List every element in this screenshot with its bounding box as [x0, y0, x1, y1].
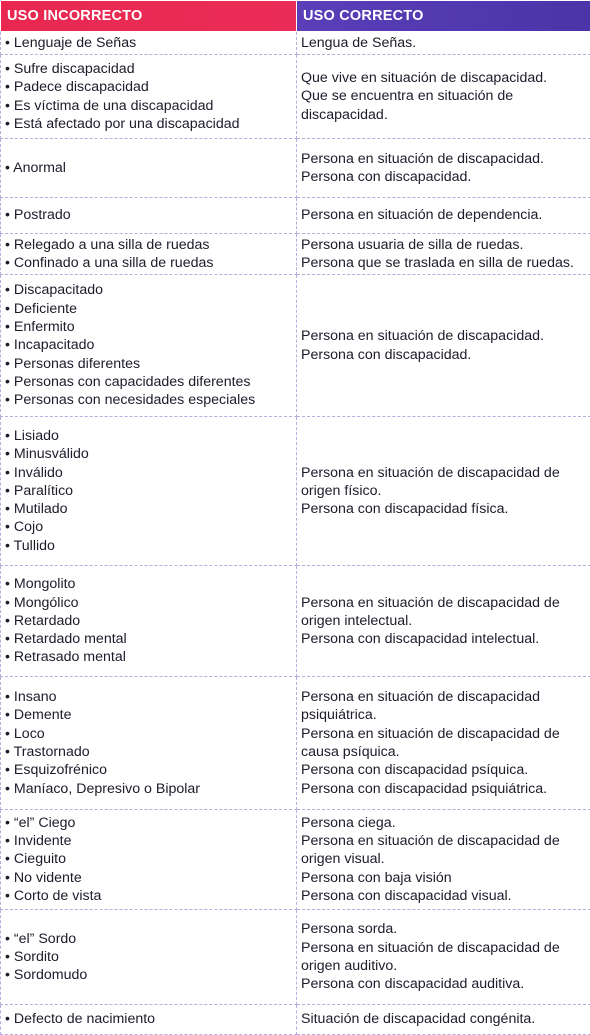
incorrect-term: • “el” Sordo [5, 930, 292, 948]
incorrect-use-cell [1, 417, 297, 566]
correct-term: discapacidad. [301, 106, 586, 124]
correct-term: Lengua de Señas. [301, 34, 586, 52]
correct-use-cell [297, 198, 590, 234]
correct-term: Persona en situación de discapacidad de [301, 594, 586, 612]
incorrect-term: • Mongólico [5, 594, 292, 612]
table-row [1, 417, 590, 566]
correct-use-cell [297, 275, 590, 417]
incorrect-term: • Sordomudo [5, 966, 292, 984]
table-row [1, 275, 590, 417]
correct-term: Persona en situación de discapacidad de [301, 832, 586, 850]
incorrect-term: • Sordito [5, 948, 292, 966]
incorrect-use-cell [1, 810, 297, 910]
incorrect-term: • Maníaco, Depresivo o Bipolar [5, 780, 292, 798]
table-row [1, 910, 590, 1005]
incorrect-term: • Retardado mental [5, 630, 292, 648]
table-row [1, 1005, 590, 1035]
incorrect-term: • Cieguito [5, 850, 292, 868]
incorrect-term: • Retrasado mental [5, 648, 292, 666]
incorrect-term: • “el” Ciego [5, 814, 292, 832]
incorrect-use-cell [1, 910, 297, 1005]
correct-use-cell [297, 1005, 590, 1035]
correct-term: Persona en situación de discapacidad [301, 688, 586, 706]
incorrect-term: • Retardado [5, 612, 292, 630]
incorrect-term: • Esquizofrénico [5, 761, 292, 779]
correct-term: Persona usuaria de silla de ruedas. [301, 236, 586, 254]
incorrect-term: • Incapacitado [5, 336, 292, 354]
table-row [1, 234, 590, 275]
correct-term: Persona sorda. [301, 920, 586, 938]
incorrect-term: • Sufre discapacidad [5, 60, 292, 78]
incorrect-use-cell [1, 198, 297, 234]
table-row [1, 139, 590, 198]
incorrect-term: • Inválido [5, 464, 292, 482]
correct-term: Persona con discapacidad intelectual. [301, 630, 586, 648]
incorrect-term: • Postrado [5, 206, 292, 224]
correct-term: Persona en situación de discapacidad de [301, 939, 586, 957]
incorrect-term: • Tullido [5, 537, 292, 555]
table-row [1, 566, 590, 677]
correct-term: origen físico. [301, 482, 586, 500]
correct-term: Persona con discapacidad. [301, 168, 586, 186]
header-incorrect-use: USO INCORRECTO [1, 1, 297, 32]
correct-term: origen visual. [301, 850, 586, 868]
correct-term: Persona con discapacidad auditiva. [301, 975, 586, 993]
incorrect-term: • Minusválido [5, 445, 292, 463]
incorrect-use-cell [1, 275, 297, 417]
incorrect-term: • Defecto de nacimiento [5, 1010, 292, 1028]
incorrect-term: • Personas diferentes [5, 355, 292, 373]
correct-term: Persona ciega. [301, 814, 586, 832]
table-row [1, 677, 590, 810]
correct-use-cell [297, 677, 590, 810]
correct-use-cell [297, 234, 590, 275]
incorrect-term: • Es víctima de una discapacidad [5, 97, 292, 115]
correct-term: Persona en situación de discapacidad. [301, 150, 586, 168]
correct-term: Persona en situación de discapacidad de [301, 464, 586, 482]
correct-term: Situación de discapacidad congénita. [301, 1010, 586, 1028]
table-body [1, 32, 590, 1035]
incorrect-term: • Discapacitado [5, 281, 292, 299]
incorrect-term: • Mongolito [5, 575, 292, 593]
incorrect-term: • Anormal [5, 159, 292, 177]
correct-use-cell [297, 417, 590, 566]
incorrect-use-cell [1, 32, 297, 55]
correct-term: Persona en situación de dependencia. [301, 206, 586, 224]
correct-term: Que se encuentra en situación de [301, 87, 586, 105]
correct-use-cell [297, 55, 590, 139]
correct-term: origen intelectual. [301, 612, 586, 630]
incorrect-term: • Padece discapacidad [5, 78, 292, 96]
incorrect-term: • Insano [5, 688, 292, 706]
correct-term: Persona con discapacidad física. [301, 500, 586, 518]
incorrect-term: • Relegado a una silla de ruedas [5, 236, 292, 254]
incorrect-term: • Corto de vista [5, 887, 292, 905]
table-row [1, 55, 590, 139]
correct-term: psiquiátrica. [301, 706, 586, 724]
correct-use-cell [297, 139, 590, 198]
correct-term: Persona con discapacidad. [301, 346, 586, 364]
incorrect-term: • Mutilado [5, 500, 292, 518]
correct-use-cell [297, 810, 590, 910]
incorrect-use-cell [1, 566, 297, 677]
correct-term: Persona con discapacidad visual. [301, 887, 586, 905]
incorrect-term: • Personas con necesidades especiales [5, 391, 292, 409]
incorrect-term: • Loco [5, 725, 292, 743]
incorrect-use-cell [1, 1005, 297, 1035]
incorrect-term: • Lenguaje de Señas [5, 34, 292, 52]
incorrect-term: • Confinado a una silla de ruedas [5, 254, 292, 272]
correct-term: Persona con baja visión [301, 869, 586, 887]
incorrect-term: • Lisiado [5, 427, 292, 445]
correct-use-cell [297, 566, 590, 677]
incorrect-term: • Personas con capacidades diferentes [5, 373, 292, 391]
table-row [1, 32, 590, 55]
incorrect-term: • Está afectado por una discapacidad [5, 115, 292, 133]
correct-term: Persona que se traslada en silla de ruedas. [301, 254, 586, 272]
correct-term: Persona con discapacidad psíquica. [301, 761, 586, 779]
incorrect-use-cell [1, 139, 297, 198]
correct-term: causa psíquica. [301, 743, 586, 761]
table-row [1, 198, 590, 234]
correct-term: Persona en situación de discapacidad. [301, 327, 586, 345]
correct-term: Persona con discapacidad psiquiátrica. [301, 780, 586, 798]
incorrect-term: • Trastornado [5, 743, 292, 761]
incorrect-term: • Deficiente [5, 300, 292, 318]
incorrect-term: • Demente [5, 706, 292, 724]
table-header-row [1, 1, 590, 32]
header-correct-use: USO CORRECTO [297, 1, 590, 32]
incorrect-term: • Cojo [5, 518, 292, 536]
correct-term: origen auditivo. [301, 957, 586, 975]
incorrect-term: • Invidente [5, 832, 292, 850]
correct-term: Persona en situación de discapacidad de [301, 725, 586, 743]
incorrect-use-cell [1, 234, 297, 275]
incorrect-term: • No vidente [5, 869, 292, 887]
correct-term: Que vive en situación de discapacidad. [301, 69, 586, 87]
table-row [1, 810, 590, 910]
incorrect-use-cell [1, 55, 297, 139]
incorrect-term: • Paralítico [5, 482, 292, 500]
correct-use-cell [297, 32, 590, 55]
correct-use-cell [297, 910, 590, 1005]
incorrect-use-cell [1, 677, 297, 810]
incorrect-term: • Enfermito [5, 318, 292, 336]
